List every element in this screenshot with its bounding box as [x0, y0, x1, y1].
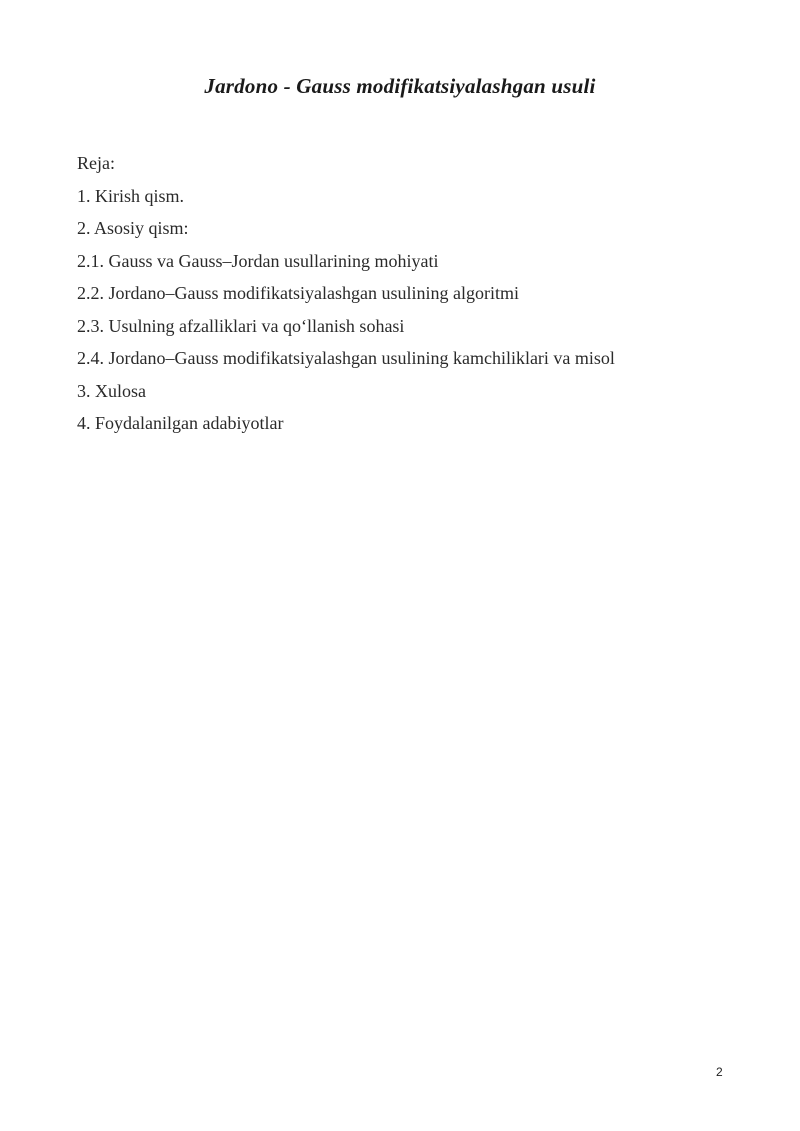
plan-item: 2.3. Usulning afzalliklari va qo‘llanish sohasi [77, 315, 405, 336]
page-number: 2 [716, 1065, 723, 1079]
plan-item: 1. Kirish qism. [77, 185, 185, 206]
plan-heading: Reja: [77, 153, 115, 173]
plan-item: 4. Foydalanilgan adabiyotlar [77, 413, 284, 433]
page-title: Jardono - Gauss modifikatsiyalashgan usuli [204, 74, 596, 98]
plan-item: 2.2. Jordano–Gauss modifikatsiyalashgan usulining algoritmi [77, 283, 519, 303]
plan-item: 3. Xulosa [77, 380, 146, 401]
plan-item: 2. Asosiy qism: [77, 218, 189, 238]
plan-list [77, 147, 757, 440]
plan-item: 2.4. Jordano–Gauss modifikatsiyalashgan usulining kamchiliklari va misol [77, 348, 615, 368]
plan-item: 2.1. Gauss va Gauss–Jordan usullarining mohiyati [77, 250, 439, 271]
